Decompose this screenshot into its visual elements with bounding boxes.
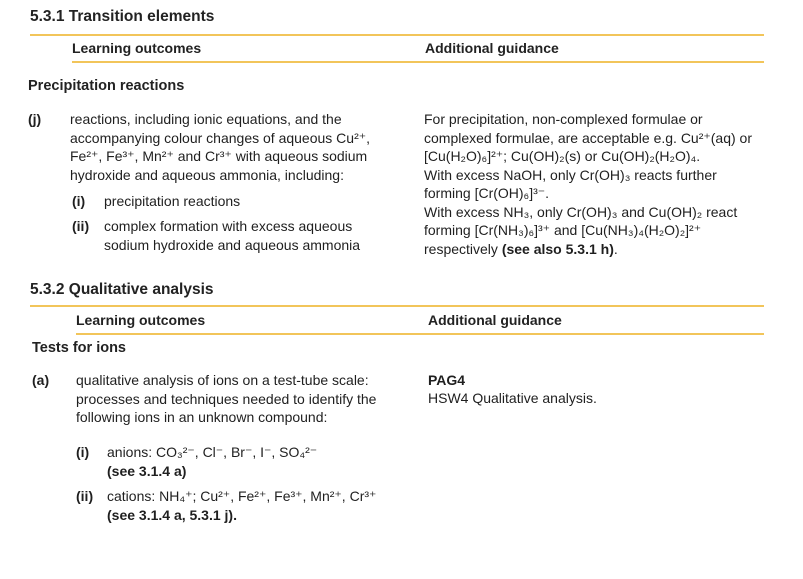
section-divider (30, 34, 764, 36)
item-label-j: (j) (28, 111, 42, 127)
text-line: hydroxide and aqueous ammonia, including: (70, 166, 344, 183)
sub-item-label-ii: (ii) (76, 488, 94, 504)
text-line: forming [Cr(OH)₆]³⁻. (424, 185, 550, 201)
text-run: respectively (424, 240, 502, 257)
text-run: . (613, 240, 618, 257)
item-label-a: (a) (32, 372, 50, 388)
column-header-additional-guidance: Additional guidance (425, 40, 559, 56)
section-title-5-3-1: 5.3.1 Transition elements (30, 8, 215, 25)
text-line: forming [Cr(NH₃)₆]³⁺ and [Cu(NH₃)₄(H₂O)₂]²⁺ (424, 222, 702, 238)
text-line: [Cu(H₂O)₆]²⁺; Cu(OH)₂(s) or Cu(OH)₂(H₂O)₄. (424, 148, 701, 164)
learning-outcome-a (76, 371, 376, 427)
sub-item-text-ii (104, 217, 360, 254)
subheading-precipitation-reactions: Precipitation reactions (28, 78, 185, 94)
cross-reference: (see also 5.3.1 h) (501, 240, 614, 257)
anions-text: anions: CO₃²⁻, Cl⁻, Br⁻, I⁻, SO₄²⁻ (107, 444, 318, 460)
text-line: accompanying colour changes of aqueous Cu²⁺, (70, 129, 371, 146)
sub-item-text-i: precipitation reactions (104, 193, 241, 209)
column-header-learning-outcomes: Learning outcomes (72, 40, 202, 56)
text-line: following ions in an unknown compound: (76, 409, 328, 425)
text-line: complexed formulae, are acceptable e.g. Cu²⁺(aq) or (424, 129, 752, 146)
header-underline (76, 333, 764, 335)
text-line: Fe²⁺, Fe³⁺, Mn²⁺ and Cr³⁺ with aqueous sodium (70, 148, 368, 164)
text-line: With excess NH₃, only Cr(OH)₃ and Cu(OH)₂ react (424, 203, 738, 220)
sub-item-label-i: (i) (72, 193, 86, 209)
text-line (424, 240, 752, 259)
header-underline (72, 61, 764, 63)
cross-reference: (see 3.1.4 a, 5.3.1 j). (107, 506, 237, 523)
sub-item-label-ii: (ii) (72, 218, 90, 234)
text-line: reactions, including ionic equations, and the (70, 111, 342, 127)
guidance-code: PAG4 (428, 372, 466, 388)
text-line: For precipitation, non-complexed formulae or (424, 111, 703, 127)
subheading-tests-for-ions: Tests for ions (32, 340, 126, 356)
text-line: processes and techniques needed to identify the (76, 390, 377, 407)
sub-item-label-i: (i) (76, 444, 90, 460)
text-line: qualitative analysis of ions on a test-tube scale: (76, 372, 369, 388)
text-line: With excess NaOH, only Cr(OH)₃ reacts further (424, 166, 717, 183)
guidance-text: HSW4 Qualitative analysis. (428, 390, 597, 406)
cross-reference: (see 3.1.4 a) (107, 462, 187, 479)
text-line: complex formation with excess aqueous (104, 218, 353, 234)
text-line: sodium hydroxide and aqueous ammonia (104, 236, 361, 253)
sub-item-cations (107, 487, 376, 524)
cations-text: cations: NH₄⁺; Cu²⁺, Fe²⁺, Fe³⁺, Mn²⁺, Cr³⁺ (107, 488, 377, 504)
section-title-5-3-2: 5.3.2 Qualitative analysis (30, 281, 214, 298)
guidance-j (424, 110, 752, 258)
column-header-learning-outcomes: Learning outcomes (76, 312, 206, 328)
column-header-additional-guidance: Additional guidance (428, 312, 562, 328)
section-divider (30, 305, 764, 307)
sub-item-anions (107, 443, 317, 480)
learning-outcome-j (70, 110, 370, 184)
